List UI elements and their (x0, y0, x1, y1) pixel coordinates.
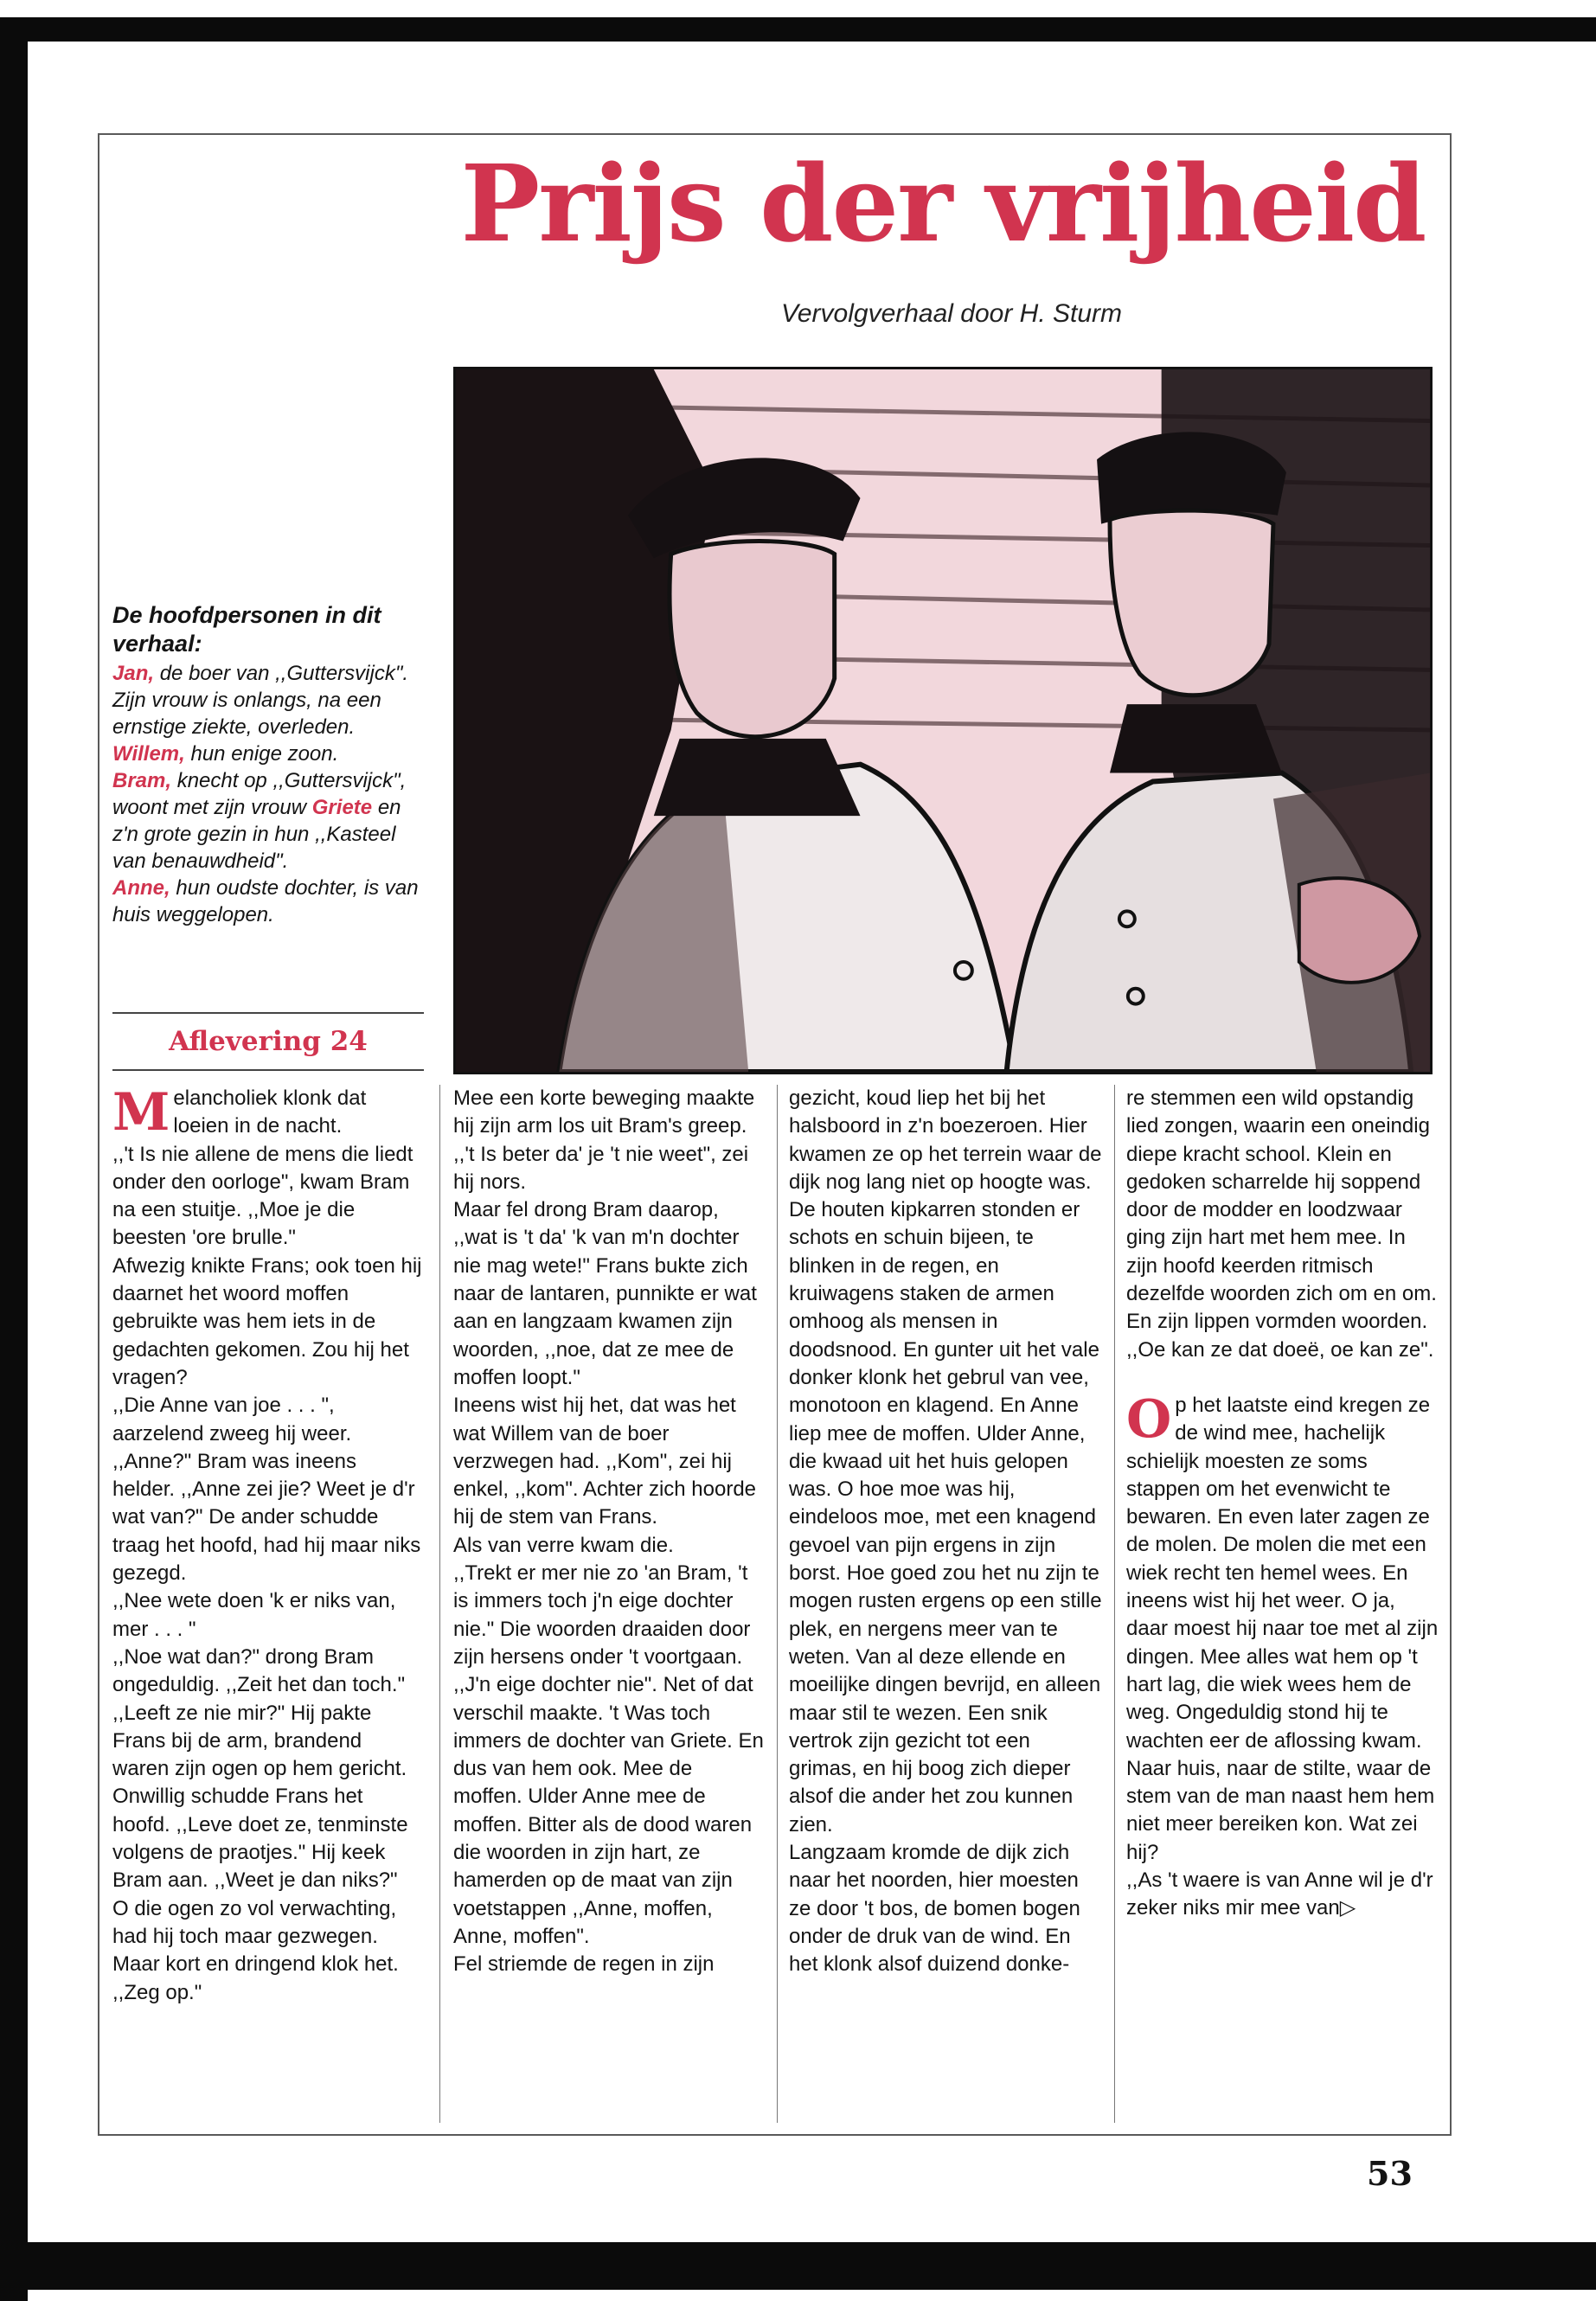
paragraph: Onwillig schudde Frans het hoofd. ,,Leve doet ze, tenminste volgens de praotjes." Hij keek Bram aan. ,,Weet je dan niks?" (112, 1785, 408, 1893)
paragraph (1126, 1388, 1439, 1867)
character-name: Jan, (112, 662, 155, 685)
paragraph: Afwezig knikte Frans; ook toen hij daarnet het woord moffen gebruikte was hem iets in de gedachten gekomen. Zou hij het vragen? (112, 1253, 422, 1389)
column-separator (1114, 1085, 1115, 2123)
paragraph (112, 1082, 424, 1143)
paragraph: re stemmen een wild opstandig lied zongen, waarin een oneindig diepe kracht school. Klein en gedoken scharrelde hij soppend door de modder en loodzwaar ging zijn hart met hem mee. In zijn hoofd keerden ritmisch dezelfde woorden zich om en om. En zijn lippen vormden woorden. ,,Oe kan ze dat doeë, oe kan ze". (1126, 1086, 1437, 1362)
paragraph: ,,Die Anne van joe . . . ", aarzelend zweeg hij weer. (112, 1394, 352, 1445)
character-desc: hun enige zoon. (190, 742, 339, 766)
column-separator (439, 1085, 440, 2123)
scan-border-left (0, 17, 28, 2301)
column-separator (777, 1085, 778, 2123)
page-number: 53 (1367, 2154, 1413, 2193)
paragraph: Als van verre kwam die. (453, 1533, 674, 1557)
story-illustration (453, 367, 1433, 1074)
paragraph: Maar fel drong Bram daarop, ,,wat is 't da' 'k van m'n dochter nie mag wete!" Frans bukte zich naar de lantaren, punnikte er wat aan en langzaam kwamen zijn woorden, ,,noe, dat ze mee de moffen loopt." (453, 1198, 757, 1389)
paragraph: ,,Anne?" Bram was ineens helder. ,,Anne zei jie? Weet je d'r wat van?" De ander schudde traag het hoofd, had hij maar niks gezegd. (112, 1449, 421, 1586)
text-column-1 (112, 1082, 424, 2007)
text-column-2 (453, 1085, 765, 1979)
character-desc: knecht op ,,Guttersvijck", woont met zijn vrouw (112, 769, 407, 819)
two-men-in-caps-drawing (456, 369, 1430, 1072)
paragraph (1126, 1867, 1439, 1923)
paragraph: ,,Nee wete doen 'k er niks van, mer . . . " (112, 1589, 396, 1641)
character-desc: de boer van ,,Guttersvijck". Zijn vrouw is onlangs, na een ernstige ziekte, overleden. (112, 662, 409, 739)
continue-arrow-icon: ▷ (1339, 1896, 1356, 1920)
paragraph: O die ogen zo vol verwachting, had hij toch maar gezwegen. Maar kort en dringend klok het. ,,Zeg op." (112, 1896, 399, 2004)
episode-divider (112, 1069, 424, 1071)
character-jan (112, 660, 424, 740)
paragraph: Mee een korte beweging maakte hij zijn arm los uit Bram's greep. ,,'t Is beter da' je 't nie weet", zei hij nors. (453, 1086, 755, 1194)
characters-heading: De hoofdpersonen in dit verhaal: (112, 602, 381, 657)
article-title: Prijs der vrijheid (460, 141, 1426, 266)
character-anne (112, 875, 424, 928)
paragraph-text: p het laatste eind kregen ze de wind mee, hachelijk schielijk moesten ze soms stappen om het evenwicht te bewaren. En even later zagen ze de molen. De molen die met een wiek recht ten hemel wees. En ineens wist hij het weer. O ja, daar moest hij naar toe met al zijn dingen. Mee alles wat hem op 't hart lag, die wiek wees hem de weg. Ongeduldig stond hij te wachten eer de aflossing kwam. Naar huis, naar de stilte, waar de stem van de man naast hem hem niet meer bereiken kon. Wat zei hij? (1126, 1393, 1439, 1864)
paragraph: ,,Noe wat dan?" drong Bram ongeduldig. ,,Zeit het dan toch." ,,Leeft ze nie mir?" Hij pakte Frans bij de arm, brandend waren zijn ogen op hem gericht. (112, 1644, 407, 1781)
paragraph: ,,'t Is nie allene de mens die liedt onder den oorloge", kwam Bram na een stuitje. ,,Moe je die beesten 'ore brulle." (112, 1142, 413, 1250)
characters-divider (112, 1012, 424, 1014)
scan-border-bottom (0, 2242, 1596, 2290)
paragraph: Ineens wist hij het, dat was het wat Willem van de boer verzwegen had. ,,Kom", zei hij enkel, ,,kom". Achter zich hoorde hij de stem van Frans. (453, 1394, 757, 1529)
character-name: Anne, (112, 876, 170, 900)
paragraph: ,,Trekt er mer nie zo 'an Bram, 't is immers toch j'n eige dochter nie." Die woorden draaiden door zijn hersens onder 't voortgaan. ,,J'n eige dochter nie". Net of dat verschil maakte. 't Was toch immers de dochter van Griete. En dus van hem ook. Mee de moffen. Ulder Anne mee de moffen. Bitter als de dood waren die woorden in zijn hart, ze hamerden op de maat van zijn voetstappen ,,Anne, moffen, Anne, moffen". (453, 1561, 764, 1948)
character-willem (112, 740, 424, 767)
paragraph: gezicht, koud liep het bij het halsboord in z'n boezeroen. Hier kwamen ze op het terrein waar de dijk nog lang niet op hoogte was. De houten kipkarren stonden er schots en schuin bijeen, te blinken in de regen, en kruiwagens staken de armen omhoog als mensen in doodsnood. En gunter uit het vale donker klonk het gebrul van vee, monotoon en klagend. En Anne liep mee de moffen. Ulder Anne, die kwaad uit het huis gelopen was. O hoe moe was hij, eindeloos moe, met een knagend gevoel van pijn ergens in zijn borst. Hoe goed zou het nu zijn te mogen rusten ergens op een stille plek, en nergens meer van te weten. Van al deze ellende en moeilijke dingen bevrijd, en alleen maar stil te wezen. Een snik vertrok zijn gezicht tot een grimas, en hij boog zich dieper alsof die ander het zou kunnen zien. (789, 1086, 1102, 1836)
paragraph-gap (1126, 1364, 1439, 1392)
character-desc: en z'n grote gezin in hun ,,Kasteel van benauwdheid". (112, 796, 401, 873)
paragraph: Langzaam kromde de dijk zich naar het noorden, hier moesten ze door 't bos, de bomen bogen onder de druk van de wind. En het klonk alsof duizend donke- (789, 1841, 1080, 1977)
text-column-4 (1126, 1085, 1439, 1923)
character-name: Willem, (112, 742, 185, 766)
scan-border-top (0, 17, 1596, 42)
main-characters-box (112, 601, 424, 928)
paragraph-text: ,,As 't waere is van Anne wil je d'r zeker niks mir mee van (1126, 1868, 1433, 1920)
episode-label: Aflevering 24 (169, 1026, 368, 1057)
drop-cap: M (112, 1082, 170, 1143)
character-desc: hun oudste dochter, is van huis weggelopen. (112, 876, 419, 926)
character-name: Bram, (112, 769, 172, 792)
character-bram (112, 767, 424, 875)
character-name-griete: Griete (311, 796, 373, 819)
article-byline: Vervolgverhaal door H. Sturm (780, 299, 1123, 328)
paragraph-text: elancholiek klonk dat loeien in de nacht. (173, 1086, 367, 1138)
drop-cap: O (1126, 1388, 1172, 1450)
paragraph: Fel striemde de regen in zijn (453, 1952, 715, 1977)
text-column-3 (789, 1085, 1102, 1979)
